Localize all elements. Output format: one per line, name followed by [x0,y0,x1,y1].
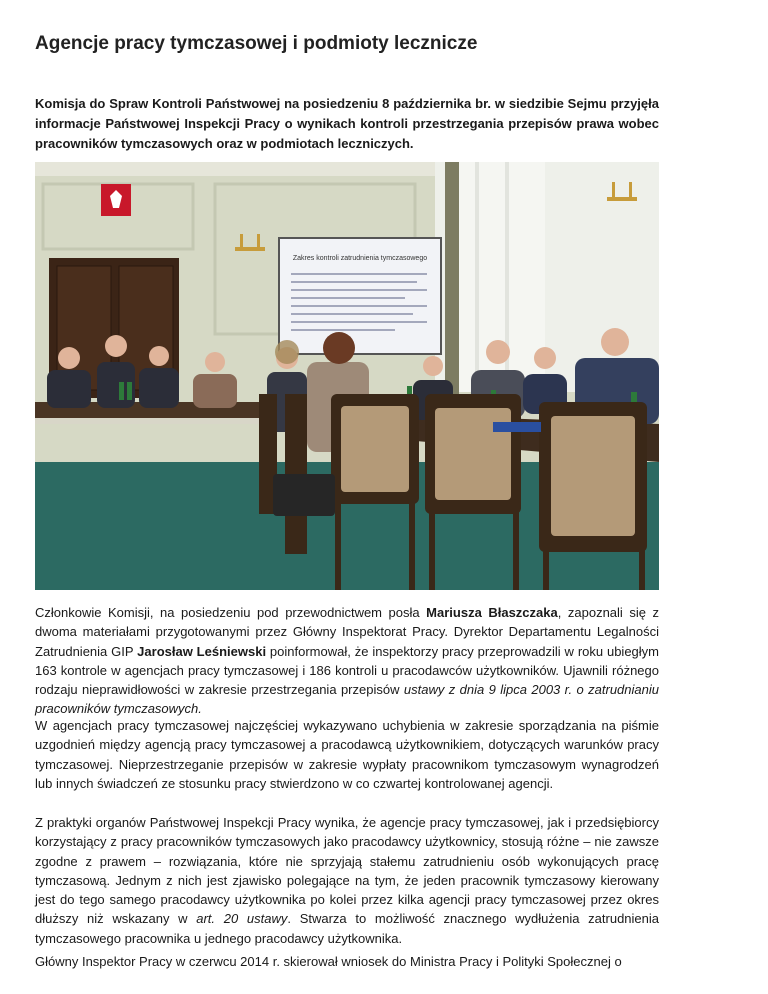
paragraph-4: Główny Inspektor Pracy w czerwcu 2014 r. skierował wniosek do Ministra Pracy i Polityki Społecznej o [35,954,622,969]
article-reference: art. 20 ustawy [196,911,288,927]
paragraph-1-text-c: , zapoznali się z dwoma materiałami przygotowanymi przez Główny Inspektorat Pracy. Dyrektor Departamentu Legalności Zatrudnienia GIP [35,605,660,659]
chairman-name: Mariusza Błaszczaka [426,605,558,620]
paragraph-2: W agencjach pracy tymczasowej najczęściej wykazywano uchybienia w zakresie sporządzania na piśmie uzgodnień między agencją pracy tymczasowej a pracodawcą użytkownikiem, dotyczących warunków pracy tymczasowej. Nieprzestrzeganie przepisów w zakresie wypłaty pracownikom tymczasowym wynagrodzeń lub innych świadczeń ze stosunku pracy stwierdzono w co czwartej kontrolowanej agencji. [35,718,659,791]
paragraph-1 [35,603,659,719]
slide-title: Zakres kontroli zatrudnienia tymczasowego [292,255,428,262]
meeting-photo [35,162,659,590]
paragraph-3-text-c: . Stwarza to możliwość znacznego wydłużenia zatrudnienia tymczasowego pracownika u jednego pracodawcy użytkownika. [35,911,659,946]
paragraph-3 [35,813,659,948]
paragraph-1-text-a: Członkowie Komisji, na posiedzeniu pod przewodnictwem posła [35,605,427,620]
director-name: Jarosław Leśniewski [137,643,267,659]
article-lead: Komisja do Spraw Kontroli Państwowej na posiedzeniu 8 października br. w siedzibie Sejmu przyjęła informacje Państwowej Inspekcji Pracy o wynikach kontroli przestrzegania przepisów prawa wobec pracowników tymczasowych oraz w podmiotach leczniczych. [35,96,659,151]
paragraph-3-text-a: Z praktyki organów Państwowej Inspekcji Pracy wynika, że agencje pracy tymczasowej, jak i przedsiębiorcy korzystający z pracy pracowników tymczasowych jako pracodawcy użytkownicy, stosują różne – nie zawsze zgodne z prawem – rozwiązania, które nie sprzyjają stałemu zatrudnieniu osób wykonujących pracę tymczasową. Jednym z nich jest zjawisko polegające na tym, że jeden pracownik tymczasowy kierowany jest do tego samego pracodawcy użytkownika po kolei przez kilka agencji pracy tymczasowej przez okres dłuższy niż wskazany w [35,815,659,927]
paragraph-1-text-e: poinformował, że inspektorzy pracy przeprowadzili w roku ubiegłym 163 kontrole w agencjach pracy tymczasowej i 186 kontroli u pracodawców użytkowników. Ujawnili różnego rodzaju nieprawidłowości w zakresie przestrzegania przepisów [35,643,660,698]
act-reference: ustawy z dnia 9 lipca 2003 r. o zatrudnianiu pracowników tymczasowych. [35,682,659,717]
article-title: Agencje pracy tymczasowej i podmioty lecznicze [35,33,478,54]
